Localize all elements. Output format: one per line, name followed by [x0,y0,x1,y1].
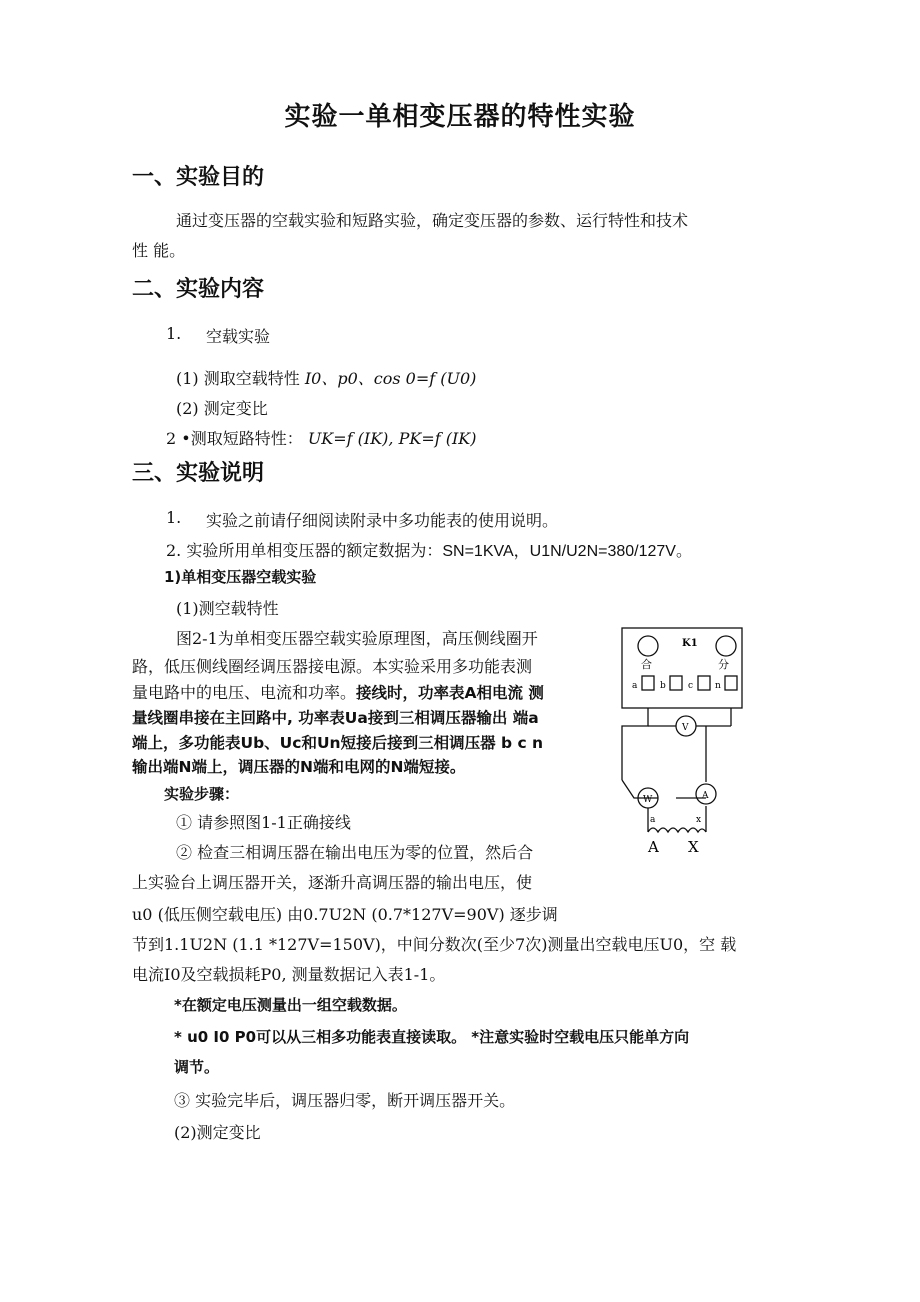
para-bold-1: 接线时，功率表A相电流 测 [356,684,544,702]
note-direct-read-cont: 调节。 [174,1058,220,1076]
content-item-2-formula: UK=f (IK), PK=f (IK) [307,429,477,448]
terminal-A-label: A [648,838,659,856]
sub-measure-ratio: (2)测定变比 [174,1123,261,1142]
on-indicator-circle [638,636,658,656]
terminal-a-box [642,676,654,690]
page-title: 实验一单相变压器的特性实验 [284,102,636,132]
sub-measure-no-load: (1)测空载特性 [176,599,279,618]
ammeter-symbol: A [702,791,709,801]
purpose-line-2: 性 能。 [132,241,186,260]
circuit-diagram [612,620,752,860]
section-heading-notes: 三、实验说明 [132,461,265,486]
terminal-c-label: c [688,681,694,691]
terminal-n-label: n [715,681,721,691]
para-line-3-text: 量电路中的电压、电流和功率。 [132,683,357,702]
para-line-3 [132,680,544,703]
notes-item-1-number: 1. [166,508,182,527]
terminal-c-box [698,676,710,690]
step-2-line-3: u0 (低压侧空载电压) 由0.7U2N (0.7*127V=90V) 逐步调 [132,905,558,924]
section-heading-content: 二、实验内容 [132,277,265,302]
content-item-2-text: 2 •测取短路特性： [166,429,303,448]
content-item-1-number: 1. [166,324,182,343]
step-1: ① 请参照图1-1正确接线 [176,813,351,832]
off-indicator-circle [716,636,736,656]
notes-item-2 [166,538,692,561]
step-2-line-5: 电流I0及空载损耗P0, 测量数据记入表1-1。 [132,965,446,984]
coil-right-label: x [696,815,702,825]
content-sub-1-formula: I0、p0、cos 0=f (U0) [304,369,477,388]
step-2-line-2: 上实验台上调压器开关，逐渐升高调压器的输出电压，使 [132,873,533,892]
step-2-line-1: ② 检查三相调压器在输出电压为零的位置，然后合 [176,843,534,862]
steps-heading: 实验步骤： [164,785,240,803]
on-label: 合 [641,658,652,671]
terminal-b-box [670,676,682,690]
purpose-line-1: 通过变压器的空载实验和短路实验，确定变压器的参数、运行特性和技术 [176,211,689,230]
notes-item-1: 实验之前请仔细阅读附录中多功能表的使用说明。 [206,511,559,530]
para-bold-3: 端上，多功能表Ub、Uc和Un短接后接到三相调压器 b c n [132,734,544,752]
para-line-2: 路，低压侧线圈经调压器接电源。本实验采用多功能表测 [132,657,533,676]
para-bold-2: 量线圈串接在主回路中, 功率表Ua接到三相调压器输出 端a [132,709,539,727]
terminal-n-box [725,676,737,690]
off-label: 分 [718,658,729,671]
notes-item-2-text: 2. 实验所用单相变压器的额定数据为： [166,541,443,560]
rated-values: SN=1KVA，U1N/U2N=380/127V。 [442,543,692,560]
terminal-a-label: a [632,681,638,691]
para-line-1: 图2-1为单相变压器空载实验原理图，高压侧线圈开 [176,629,538,648]
section-heading-purpose: 一、实验目的 [132,165,265,190]
terminal-b-label: b [660,681,666,691]
content-sub-2: (2) 测定变比 [176,399,268,418]
step-3: ③ 实验完毕后，调压器归零，断开调压器开关。 [174,1091,516,1110]
content-item-2 [166,426,476,449]
step-2-line-4: 节到1.1U2N (1.1 *127V=150V)，中间分数次(至少7次)测量出空载电压U0，空 载 [132,935,737,954]
subheading-no-load: 1)单相变压器空载实验 [164,568,317,586]
note-direct-read: * u0 I0 P0可以从三相多功能表直接读取。 *注意实验时空载电压只能单方向 [174,1028,690,1046]
coil-left-label: a [650,815,656,825]
terminal-X-label: X [688,838,699,856]
note-rated-voltage: *在额定电压测量出一组空载数据。 [174,996,407,1014]
voltmeter-symbol: V [682,723,689,733]
content-sub-1 [176,366,476,389]
content-sub-1-text: (1) 测取空载特性 [176,369,300,388]
para-bold-4: 输出端N端上，调压器的N端和电网的N端短接。 [132,758,466,776]
switch-label: K1 [682,638,698,649]
content-item-1: 空载实验 [206,327,271,346]
wattmeter-symbol: W [643,795,653,805]
